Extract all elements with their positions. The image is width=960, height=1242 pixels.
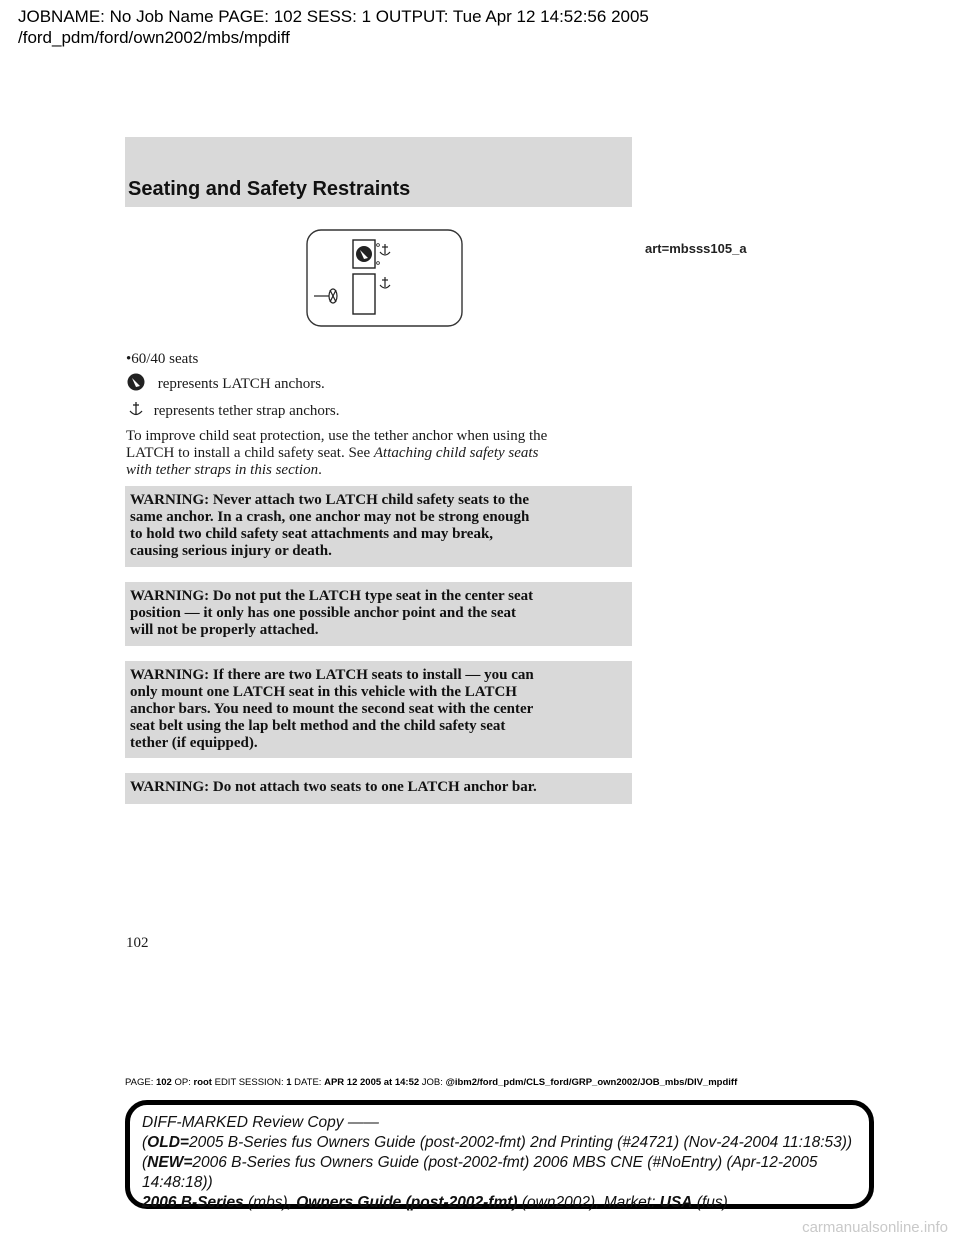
warning-line: WARNING: Do not put the LATCH type seat in the center seat	[130, 588, 534, 604]
footer-value: 1	[286, 1077, 292, 1088]
diff-review-box	[125, 1100, 874, 1209]
latch-legend	[126, 373, 325, 393]
tether-legend-text: represents tether strap anchors.	[153, 403, 340, 419]
warning-box	[125, 582, 632, 646]
diff-label: 2006 B-Series	[142, 1194, 244, 1211]
footer-label: EDIT SESSION:	[211, 1077, 287, 1088]
diff-old-line	[142, 1133, 859, 1153]
warning-line: tether (if equipped).	[130, 735, 258, 751]
bullet-text: 60/40 seats	[131, 351, 199, 367]
warning-line: WARNING: If there are two LATCH seats to install — you can	[130, 667, 534, 683]
warning-line: seat belt using the lap belt method and the child safety seat	[130, 718, 506, 734]
diff-text: (mbs)	[243, 1194, 288, 1211]
job-header	[18, 6, 649, 48]
warning-line: causing serious injury or death.	[130, 543, 332, 559]
diff-text: 2006 B-Series fus Owners Guide (post-2002-fmt) 2006 MBS CNE (#NoEntry) (Apr-12-2005 14:48:18))	[142, 1154, 818, 1191]
art-label: art=mbsss105_a	[645, 241, 747, 256]
page-number: 102	[126, 935, 149, 951]
diff-text: 2005 B-Series fus Owners Guide (post-2002-fmt) 2nd Printing (#24721) (Nov-24-2004 11:18:53))	[188, 1134, 853, 1151]
diff-label: OLD=	[147, 1134, 189, 1151]
footer-value: @ibm2/ford_pdm/CLS_ford/GRP_own2002/JOB_mbs/DIV_mpdiff	[445, 1077, 738, 1088]
warning-line: anchor bars. You need to mount the second seat with the center	[130, 701, 534, 717]
warning-box	[125, 486, 632, 567]
tether-legend	[126, 400, 340, 420]
diff-label: , Owners Guide (post-2002-fmt)	[287, 1194, 518, 1211]
job-header-line1: JOBNAME: No Job Name PAGE: 102 SESS: 1 OUTPUT: Tue Apr 12 14:52:56 2005	[18, 7, 649, 26]
warning-line: position — it only has one possible anchor point and the seat	[130, 605, 517, 621]
warning-line: to hold two child safety seat attachments and may break,	[130, 526, 494, 542]
bullet-item	[126, 351, 198, 368]
footer-label: DATE:	[291, 1077, 325, 1088]
tether-anchor-icon	[126, 400, 146, 418]
diff-summary-line	[142, 1193, 859, 1213]
warning-line: WARNING: Never attach two LATCH child safety seats to the	[130, 492, 529, 508]
paragraph-line	[126, 445, 636, 462]
footer-label: JOB:	[419, 1077, 446, 1088]
paragraph-line	[126, 462, 636, 479]
cross-reference: with tether straps in this section	[126, 462, 319, 478]
warning-line: only mount one LATCH seat in this vehicle with the LATCH	[130, 684, 517, 700]
warning-line: same anchor. In a crash, one anchor may not be strong enough	[130, 509, 530, 525]
job-footer	[125, 1077, 737, 1088]
footer-value: APR 12 2005 at 14:52	[324, 1077, 420, 1088]
diff-text: , Market:	[595, 1194, 660, 1211]
diff-text: (own2002)	[517, 1194, 596, 1211]
job-header-line2: /ford_pdm/ford/own2002/mbs/mpdiff	[18, 28, 290, 47]
footer-label: OP:	[171, 1077, 194, 1088]
diff-text: (	[142, 1154, 148, 1171]
latch-paragraph	[126, 428, 636, 479]
warning-line: will not be properly attached.	[130, 622, 319, 638]
watermark: carmanualsonline.info	[802, 1219, 948, 1236]
warning-box	[125, 661, 632, 758]
latch-legend-text: represents LATCH anchors.	[157, 376, 325, 392]
paragraph-line: To improve child seat protection, use the tether anchor when using the	[126, 428, 548, 444]
latch-icon	[356, 246, 372, 262]
bullet-dot: •	[126, 351, 132, 367]
latch-icon	[126, 373, 150, 391]
warning-line: WARNING: Do not attach two seats to one LATCH anchor bar.	[130, 779, 537, 795]
diff-new-line	[142, 1153, 859, 1193]
lower-seat-shape	[353, 274, 375, 314]
footer-value: 102	[155, 1077, 172, 1088]
diff-label: USA	[659, 1194, 693, 1211]
cross-reference: Attaching child safety seats	[373, 445, 539, 461]
paragraph-text: LATCH to install a child safety seat. See	[126, 445, 374, 461]
paragraph-text: .	[318, 462, 322, 478]
footer-value: root	[193, 1077, 212, 1088]
latch-seat-diagram	[306, 229, 463, 327]
warning-box	[125, 773, 632, 804]
section-title: Seating and Safety Restraints	[128, 178, 411, 200]
diff-text: (fus)	[692, 1194, 728, 1211]
diff-title: DIFF-MARKED Review Copy ——	[142, 1114, 379, 1131]
footer-label: PAGE:	[125, 1077, 156, 1088]
diff-text: (	[142, 1134, 148, 1151]
diff-label: NEW=	[147, 1154, 193, 1171]
